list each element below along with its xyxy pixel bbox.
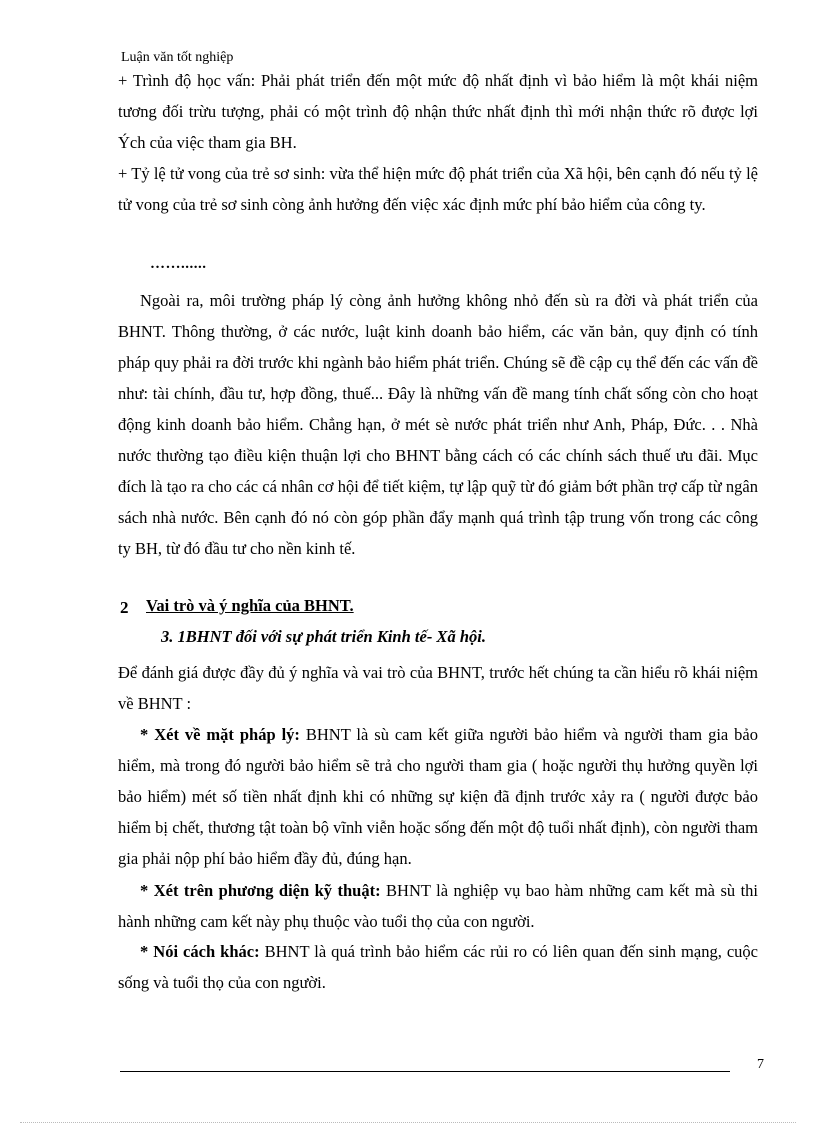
subsection-title: 3. 1BHNT đối với sự phát triển Kinh tế- Xã hội. bbox=[161, 627, 486, 646]
definition-text: BHNT là sù cam kết giữa người bảo hiểm và người tham gia bảo hiểm, mà trong đó người bảo hiểm sẽ trả cho người tham gia ( hoặc người thụ hưởng quyền lợi bảo hiểm) mét số tiền nhất định khi có những sự kiện đã định trước xảy ra ( người được bảo hiểm bị chết, thương tật toàn bộ vĩnh viễn hoặc sống đến một độ tuổi nhất định), còn người tham gia phải nộp phí bảo hiểm đầy đủ, đúng hạn. bbox=[118, 725, 758, 868]
section-title: Vai trò và ý nghĩa của BHNT. bbox=[146, 596, 354, 615]
ellipsis: ……...... bbox=[150, 256, 207, 272]
definition-label: * Xét về mặt pháp lý: bbox=[140, 725, 300, 744]
running-header: Luận văn tốt nghiệp bbox=[121, 50, 234, 65]
paragraph-legal-environment: Ngoài ra, môi trường pháp lý còng ảnh hưởng không nhỏ đến sù ra đời và phát triển của BHNT. Thông thường, ở các nước, luật kinh doanh bảo hiểm, các văn bản, quy định có tính pháp quy phải ra đời trước khi ngành bảo hiểm phát triển. Chúng sẽ đề cập cụ thể đến các vấn đề như: tài chính, đầu tư, hợp đồng, thuế... Đây là những vấn đề mang tính chất sống còn cho hoạt động kinh doanh bảo hiểm. Chẳng hạn, ở mét sè nước phát triển như Anh, Pháp, Đức. . . Nhà nước thường tạo điều kiện thuận lợi cho BHNT bằng cách có các chính sách thuế ưu đãi. Mục đích là tạo ra cho các cá nhân cơ hội để tiết kiệm, tự lập quỹ từ đó giảm bớt phần trợ cấp từ ngân sách nhà nước. Bên cạnh đó nó còn góp phần đẩy mạnh quá trình tập trung vốn trong các công ty BH, từ đó đầu tư cho nền kinh tế. bbox=[118, 291, 758, 558]
paragraph-infant-mortality: + Tỷ lệ tử vong của trẻ sơ sinh: vừa thể hiện mức độ phát triển của Xã hội, bên cạnh đó nếu tỷ lệ tử vong của trẻ sơ sinh còng ảnh hưởng đến việc xác định mức phí bảo hiểm của công ty. bbox=[118, 164, 758, 214]
footer-divider bbox=[120, 1071, 730, 1072]
definition-label: * Xét trên phương diện kỹ thuật: bbox=[140, 881, 381, 900]
definition-other-words bbox=[118, 936, 758, 998]
page-number: 7 bbox=[757, 1057, 764, 1072]
definition-label: * Nói cách khác: bbox=[140, 942, 260, 961]
paragraph-education: + Trình độ học vấn: Phải phát triển đến một mức độ nhất định vì bảo hiểm là một khái niệm tương đối trừu tượng, phải có một trình độ nhận thức nhất định thì mới nhận thức rõ được lợi Ých của việc tham gia BH. bbox=[118, 71, 758, 152]
definition-technical bbox=[118, 875, 758, 937]
definition-text: BHNT là nghiệp vụ bao hàm những cam kết mà sù thi hành những cam kết này phụ thuộc vào tuổi thọ của con người. bbox=[118, 881, 758, 931]
paragraph-concept-intro: Để đánh giá được đầy đủ ý nghĩa và vai trò của BHNT, trước hết chúng ta cần hiểu rõ khái niệm về BHNT : bbox=[118, 663, 758, 713]
section-number: 2 bbox=[120, 598, 129, 617]
definition-legal bbox=[118, 719, 758, 874]
definition-text: BHNT là quá trình bảo hiểm các rủi ro có liên quan đến sinh mạng, cuộc sống và tuổi thọ của con người. bbox=[118, 942, 758, 992]
